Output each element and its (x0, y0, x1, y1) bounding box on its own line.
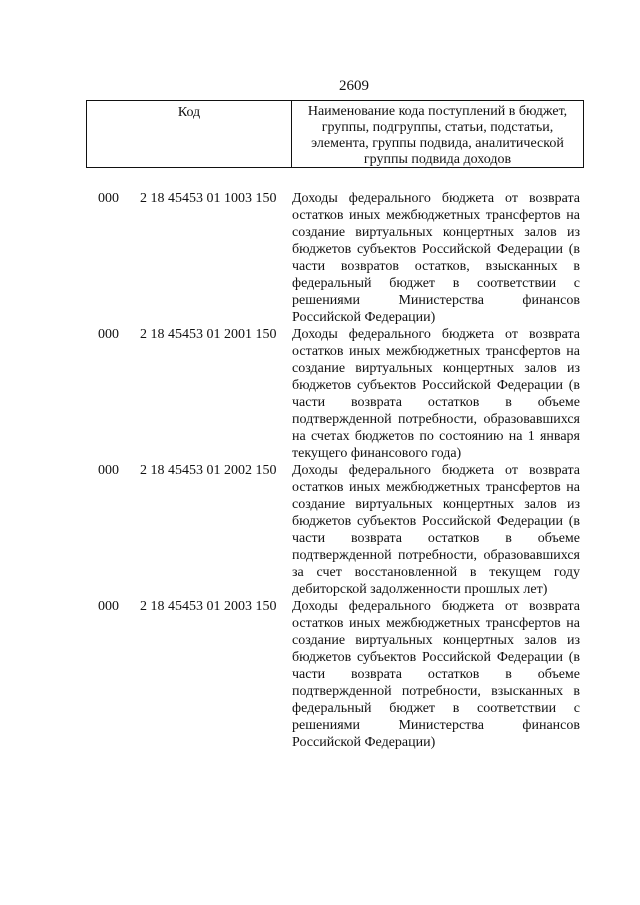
table-row (0, 190, 640, 326)
header-code-label: Код (87, 101, 292, 167)
revenue-code: 2 18 45453 01 2003 150 (140, 599, 277, 614)
table-header (86, 100, 584, 168)
admin-code: 000 (98, 327, 119, 342)
table-body (0, 190, 640, 751)
revenue-code: 2 18 45453 01 2002 150 (140, 463, 277, 478)
table-row (0, 462, 640, 598)
revenue-code: 2 18 45453 01 1003 150 (140, 191, 277, 206)
revenue-description: Доходы федерального бюджета от возврата остатков иных межбюджетных трансфертов на создание виртуальных концертных залов из бюджетов субъектов Российской Федерации (в части возврата остатков в объеме подтвержденной потребности, образовавшихся на счетах бюджетов по состоянию на 1 января текущего финансового года) (292, 327, 580, 461)
page-number: 2609 (339, 78, 369, 94)
admin-code: 000 (98, 191, 119, 206)
revenue-code: 2 18 45453 01 2001 150 (140, 327, 277, 342)
revenue-description: Доходы федерального бюджета от возврата остатков иных межбюджетных трансфертов на создание виртуальных концертных залов из бюджетов субъектов Российской Федерации (в части возврата остатков в объеме подтвержденной потребности, взысканных в федеральный бюджет в соответствии с решениями Министерства финансов Российской Федерации) (292, 599, 580, 750)
revenue-description: Доходы федерального бюджета от возврата остатков иных межбюджетных трансфертов на создание виртуальных концертных залов из бюджетов субъектов Российской Федерации (в части возврата остатков в объеме подтвержденной потребности, образовавшихся за счет восстановленной в текущем году дебиторской задолженности прошлых лет) (292, 463, 580, 597)
revenue-description: Доходы федерального бюджета от возврата остатков иных межбюджетных трансфертов на создание виртуальных концертных залов из бюджетов субъектов Российской Федерации (в части возвратов остатков, взысканных в федеральный бюджет в соответствии с решениями Министерства финансов Российской Федерации) (292, 191, 580, 325)
header-name-label: Наименование кода поступлений в бюджет, группы, подгруппы, статьи, подстатьи, элемента, группы подвида, аналитической группы подвида доходов (307, 104, 568, 167)
admin-code: 000 (98, 463, 119, 478)
table-row (0, 598, 640, 751)
admin-code: 000 (98, 599, 119, 614)
table-row (0, 326, 640, 462)
